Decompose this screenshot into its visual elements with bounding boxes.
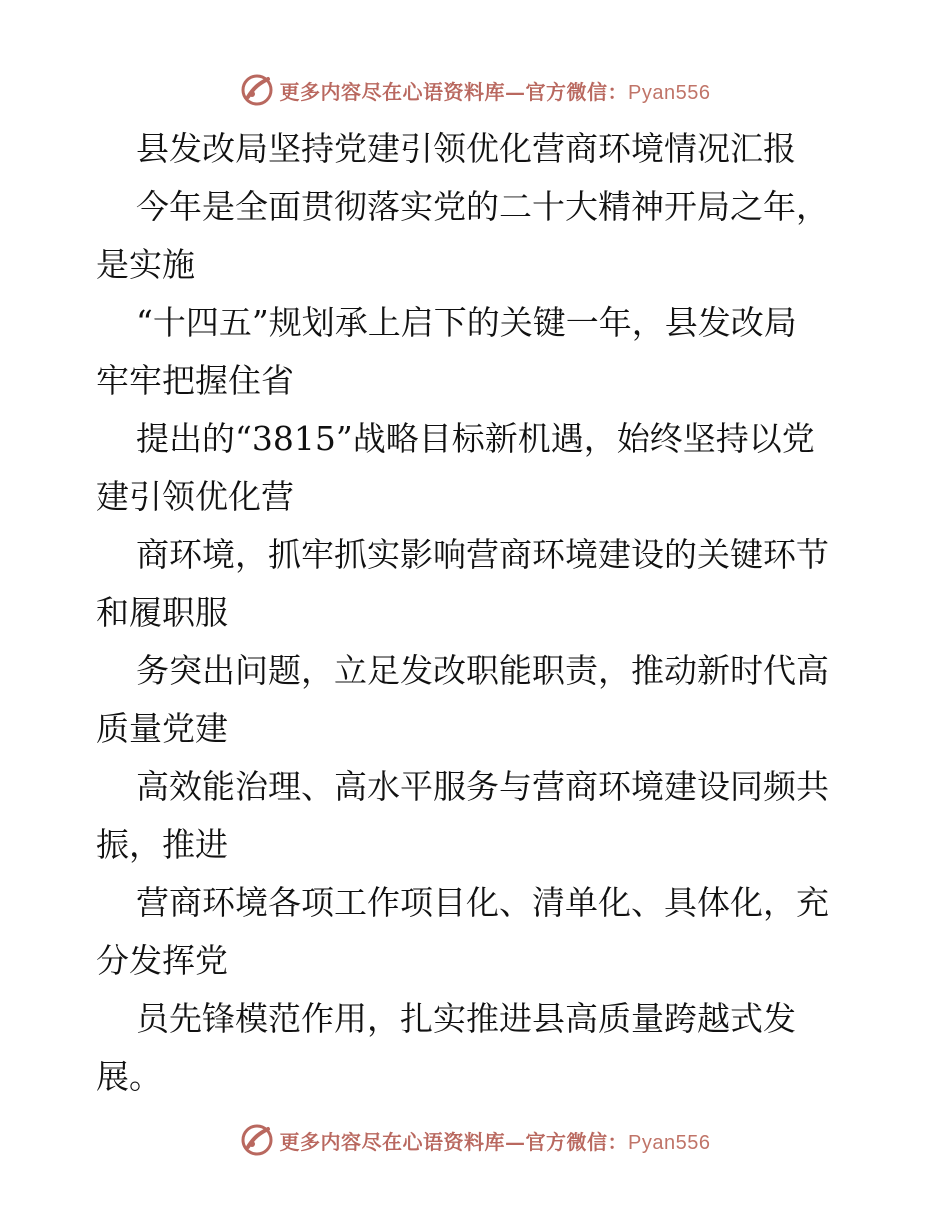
text-line: 展。	[96, 1057, 162, 1096]
header-banner	[0, 70, 950, 110]
text-line: 分发挥党	[96, 941, 228, 980]
text-line: 今年是全面贯彻落实党的二十大精神开局之年，	[136, 187, 829, 226]
text-line: 建引领优化营	[96, 477, 294, 516]
text-line: 牢牢把握住省	[96, 361, 294, 400]
text-line: 高效能治理、高水平服务与营商环境建设同频共	[136, 767, 829, 806]
banner-text: 更多内容尽在心语资料库—官方微信：	[279, 1129, 629, 1154]
wechat-id: Pyan556	[628, 1131, 711, 1154]
text-line: 是实施	[96, 245, 195, 284]
document-body	[96, 120, 856, 1106]
banner-text: 更多内容尽在心语资料库—官方微信：	[279, 79, 629, 104]
text-line: 振，推进	[96, 825, 228, 864]
text-line: 务突出问题，立足发改职能职责，推动新时代高	[136, 651, 829, 690]
text-line: 商环境，抓牢抓实影响营商环境建设的关键环节	[136, 535, 829, 574]
footer-banner	[0, 1120, 950, 1160]
brush-logo-icon	[240, 1123, 274, 1157]
text-line: 提出的“3815”战略目标新机遇，始终坚持以党	[136, 419, 815, 458]
wechat-id: Pyan556	[628, 81, 711, 104]
text-line: 和履职服	[96, 593, 228, 632]
document-title: 县发改局坚持党建引领优化营商环境情况汇报	[136, 129, 796, 168]
text-line: “十四五”规划承上启下的关键一年，县发改局	[136, 303, 797, 342]
text-line: 营商环境各项工作项目化、清单化、具体化，充	[136, 883, 829, 922]
text-line: 员先锋模范作用，扎实推进县高质量跨越式发	[136, 999, 796, 1038]
text-line: 质量党建	[96, 709, 228, 748]
brush-logo-icon	[240, 73, 274, 107]
